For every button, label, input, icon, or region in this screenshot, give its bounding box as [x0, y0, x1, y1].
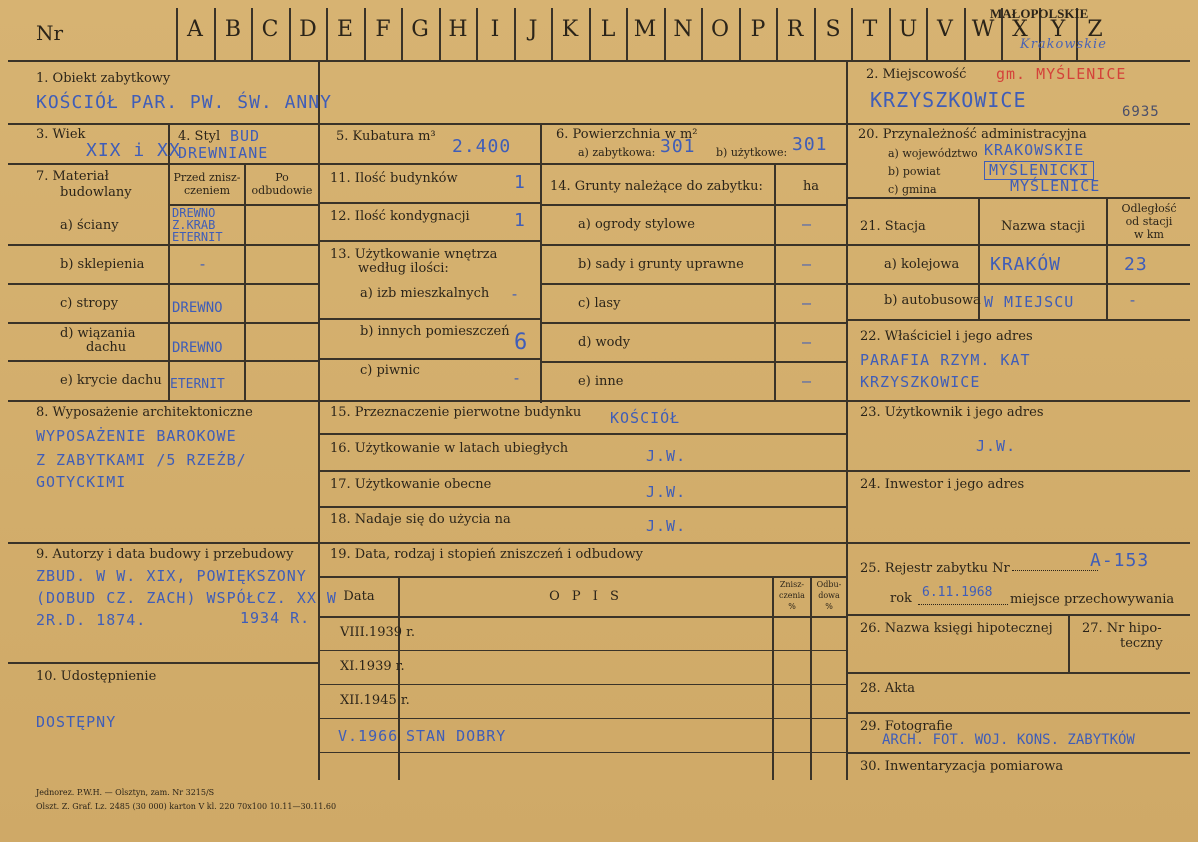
row-divider-1	[8, 123, 1190, 125]
grounds-row-label: a) ogrody stylowe	[578, 217, 695, 232]
row-divider-25	[846, 614, 1190, 616]
damage-label: 19. Data, rodzaj i stopień zniszczeń i odbudowy	[330, 547, 644, 562]
railway-name: KRAKÓW	[990, 254, 1062, 275]
row-divider-11	[318, 202, 540, 204]
materials-row-divider-2	[8, 283, 318, 285]
registry-label: 25. Rejestr zabytku Nr	[860, 561, 1010, 576]
investor-label: 24. Inwestor i jego adres	[860, 477, 1025, 492]
locality-value: KRZYSZKOWICE	[870, 88, 1027, 112]
area-usable-label: b) użytkowe:	[716, 146, 788, 159]
vaults-label: b) sklepienia	[60, 257, 145, 272]
index-letter: N	[673, 17, 693, 42]
grounds-row-value: —	[802, 255, 813, 273]
index-letter: O	[710, 17, 730, 42]
object-value: KOŚCIÓŁ PAR. PW. ŚW. ANNY	[36, 92, 332, 113]
measurement-label: 30. Inwentaryzacja pomiarowa	[860, 759, 1064, 774]
damage-pct-header-3: %	[788, 602, 796, 611]
row-divider-21	[846, 319, 1190, 321]
walls-label: a) ściany	[60, 218, 119, 233]
rebuild-pct-header-1: Odbu-	[816, 580, 842, 589]
grounds-row-value: —	[802, 215, 813, 233]
index-letter: U	[898, 17, 918, 42]
ceilings-value: DREWNO	[172, 300, 223, 316]
index-letter: J	[528, 17, 538, 42]
after-col-header-2: odbudowie	[251, 184, 313, 197]
bus-distance: -	[1128, 291, 1139, 309]
after-col-header-1: Po	[275, 171, 289, 184]
row-divider-16	[318, 470, 846, 472]
grounds-row-value: —	[802, 294, 813, 312]
style-value-2: DREWNIANE	[178, 144, 269, 162]
damage-row-divider	[318, 650, 846, 651]
walls-value-3: ETERNIT	[172, 230, 223, 244]
current-use-value: J.W.	[646, 483, 687, 501]
grounds-row-value: —	[802, 333, 813, 351]
living-rooms-label: a) izb mieszkalnych	[360, 286, 490, 301]
user-label: 23. Użytkownik i jego adres	[860, 405, 1044, 420]
roofing-label: e) krycie dachu	[60, 373, 162, 388]
grounds-row-label: d) wody	[578, 335, 631, 350]
grounds-row-label: c) lasy	[578, 296, 621, 311]
damage-row-date: V.1966	[338, 727, 399, 745]
grounds-row-divider	[540, 361, 846, 363]
other-rooms-label: b) innych pomieszczeń	[360, 324, 510, 339]
index-letter: S	[825, 17, 841, 42]
damage-pct-header-1: Znisz-	[779, 580, 805, 589]
materials-col-divider-1	[168, 163, 170, 400]
grounds-row-divider	[540, 283, 846, 285]
index-letter: I	[490, 17, 500, 42]
registry-number: A-153	[1090, 550, 1150, 571]
printer-line-2: Olszt. Z. Graf. Lz. 2485 (30 000) karton V kl. 220 70x100 10.11—30.11.60	[36, 802, 337, 811]
past-use-label: 16. Użytkowanie w latach ubiegłych	[330, 441, 569, 456]
row-divider-9	[8, 662, 318, 664]
damage-row-date: XI.1939 r.	[340, 659, 405, 674]
index-letter: R	[786, 17, 804, 42]
row-divider-24	[846, 542, 1190, 544]
grounds-row-value: —	[802, 372, 813, 390]
area-label: 6. Powierzchnia w m²	[556, 127, 698, 142]
roofing-value: ETERNIT	[170, 377, 225, 392]
style-value-1: BUD	[230, 127, 261, 145]
stamp-signature: Krakowskie	[1020, 37, 1107, 52]
station-name-header: Nazwa stacji	[1000, 219, 1086, 234]
index-letter: T	[862, 17, 878, 42]
index-letter: X	[1012, 17, 1028, 42]
volume-label: 5. Kubatura m³	[336, 129, 436, 144]
original-purpose-label: 15. Przeznaczenie pierwotne budynku	[330, 405, 582, 420]
locality-label: 2. Miejscowość	[866, 67, 967, 82]
owner-line-2: KRZYSZKOWICE	[860, 373, 981, 391]
row-divider-2	[8, 163, 846, 165]
cellars-value: -	[512, 369, 523, 387]
row-divider-15	[318, 433, 846, 435]
station-header-divider	[846, 244, 1190, 246]
walls-value-1: DREWNO	[172, 206, 216, 220]
object-label: 1. Obiekt zabytkowy	[36, 71, 171, 86]
buildings-count-label: 11. Ilość budynków	[330, 171, 458, 186]
row-divider-13c	[318, 358, 540, 360]
damage-row-description: STAN DOBRY	[406, 727, 507, 745]
registry-year-line	[918, 604, 1008, 605]
walls-value-2: Z.KRAB	[172, 218, 216, 232]
registry-year-label: rok	[890, 591, 912, 606]
materials-row-divider-1	[8, 244, 318, 246]
nr-label: Nr	[36, 21, 64, 45]
materials-label-2: budowlany	[60, 185, 132, 200]
equipment-label: 8. Wyposażenie architektoniczne	[36, 405, 253, 420]
row-divider-20	[846, 197, 1190, 199]
grounds-row-label: b) sady i grunty uprawne	[578, 257, 744, 272]
materials-col-divider-2	[244, 163, 246, 400]
row-divider-12	[318, 240, 540, 242]
index-letter: Y	[1050, 17, 1066, 42]
commune-note: gm. MYŚLENICE	[996, 65, 1127, 83]
grounds-row-label: e) inne	[578, 374, 624, 389]
grounds-ha-divider	[774, 163, 776, 400]
commune-value: MYŚLENICE	[1010, 177, 1101, 195]
interior-use-label-2: według ilości:	[358, 261, 449, 276]
row-divider-26	[846, 672, 1190, 674]
grounds-row-divider	[540, 322, 846, 324]
index-letter: E	[336, 17, 354, 42]
materials-label-1: 7. Materiał	[36, 169, 109, 184]
files-label: 28. Akta	[860, 681, 916, 696]
index-letter: W	[971, 17, 995, 42]
damage-col-divider-1	[398, 576, 400, 780]
grounds-row-divider	[540, 244, 846, 246]
other-rooms-value: 6	[514, 330, 529, 355]
header-divider	[8, 60, 1190, 62]
damage-opis-header: O P I S	[549, 589, 623, 604]
index-letter: V	[937, 17, 953, 42]
printer-line-1: Jednorez. P.W.H. — Olsztyn, zam. Nr 3215/S	[36, 788, 215, 797]
photos-label: 29. Fotografie	[860, 719, 953, 734]
rebuild-pct-header-2: dowa	[818, 591, 840, 600]
damage-row-divider	[318, 718, 846, 719]
distance-header-3: w km	[1133, 228, 1164, 241]
index-letter: D	[299, 17, 317, 42]
grounds-unit: ha	[802, 179, 820, 194]
index-letter: C	[261, 17, 279, 42]
railway-label: a) kolejowa	[884, 257, 960, 272]
past-use-value: J.W.	[646, 447, 687, 465]
equipment-line-3: GOTYCKIMI	[36, 473, 127, 491]
roof-truss-label-1: d) wiązania	[60, 326, 136, 341]
voivodeship-value: KRAKOWSKIE	[984, 141, 1085, 159]
index-letter: A	[187, 17, 203, 42]
equipment-line-2: Z ZABYTKAMI /5 RZEŹB/	[36, 451, 247, 469]
row-divider-23	[846, 470, 1190, 472]
station-row-divider	[846, 283, 1190, 285]
index-letter: B	[224, 17, 242, 42]
equipment-line-1: WYPOSAŻENIE BAROKOWE	[36, 427, 237, 445]
storeys-label: 12. Ilość kondygnacji	[330, 209, 470, 224]
row-divider-3	[8, 400, 846, 402]
damage-row-date: VIII.1939 r.	[340, 625, 416, 640]
index-letter: Z	[1087, 17, 1103, 42]
materials-row-divider-4	[8, 360, 318, 362]
original-purpose-value: KOŚCIÓŁ	[610, 409, 681, 427]
interior-use-label-1: 13. Użytkowanie wnętrza	[330, 247, 498, 262]
suitable-use-label: 18. Nadaje się do użycia na	[330, 512, 511, 527]
row-divider-13b	[318, 318, 540, 320]
row-divider-28	[846, 712, 1190, 714]
bus-name: W MIEJSCU	[984, 293, 1075, 311]
mortgage-book-label: 26. Nazwa księgi hipotecznej	[860, 621, 1053, 636]
voivodeship-label: a) województwo	[888, 147, 978, 160]
index-letter: K	[561, 17, 579, 42]
living-rooms-value: -	[510, 285, 521, 303]
damage-row-divider	[318, 752, 846, 753]
mortgage-no-label-2: teczny	[1120, 636, 1163, 651]
station-label: 21. Stacja	[860, 219, 926, 234]
access-label: 10. Udostępnienie	[36, 669, 157, 684]
current-use-label: 17. Użytkowanie obecne	[330, 477, 492, 492]
before-col-header-1: Przed znisz-	[173, 171, 241, 184]
rebuild-pct-header-3: %	[825, 602, 833, 611]
area-heritage-value: 301	[660, 136, 696, 157]
authors-line-2: (DOBUD CZ. ZACH) WSPÓŁCZ. XX W	[36, 589, 337, 607]
cellars-label: c) piwnic	[360, 363, 420, 378]
damage-row-date: XII.1945 r.	[340, 693, 410, 708]
row-divider-22	[846, 400, 1190, 402]
age-label: 3. Wiek	[36, 127, 86, 142]
user-value: J.W.	[976, 437, 1017, 455]
buildings-count-value: 1	[514, 172, 526, 193]
before-col-header-2: czeniem	[183, 184, 230, 197]
distance-header-2: od stacji	[1125, 215, 1173, 228]
region-stamp: MAŁOPOLSKIE	[990, 6, 1089, 21]
authors-line-3b: 1934 R.	[240, 609, 311, 627]
mortgage-no-label-1: 27. Nr hipo-	[1082, 621, 1162, 636]
distance-header-1: Odległość	[1121, 202, 1177, 215]
railway-distance: 23	[1124, 254, 1148, 275]
grounds-header-divider	[540, 204, 846, 206]
roof-truss-label-2: dachu	[86, 340, 127, 355]
index-letter: F	[375, 17, 391, 42]
authors-label: 9. Autorzy i data budowy i przebudowy	[36, 547, 294, 562]
vaults-value: -	[198, 255, 209, 273]
area-heritage-label: a) zabytkowa:	[578, 146, 656, 159]
access-value: DOSTĘPNY	[36, 713, 117, 731]
registry-number-line	[1012, 570, 1098, 571]
materials-row-divider-3	[8, 322, 318, 324]
suitable-use-value: J.W.	[646, 517, 687, 535]
index-letter: H	[448, 17, 468, 42]
storage-place-label: miejsce przechowywania	[1010, 592, 1175, 607]
volume-value: 2.400	[452, 136, 512, 157]
owner-line-1: PARAFIA RZYM. KAT	[860, 351, 1031, 369]
damage-row-divider	[318, 684, 846, 685]
damage-header-divider	[318, 616, 846, 618]
county-value: MYŚLENICKI	[984, 161, 1094, 180]
index-letter: G	[411, 17, 429, 42]
storeys-value: 1	[514, 210, 526, 231]
left-column-divider	[318, 60, 320, 780]
county-label: b) powiat	[888, 165, 941, 178]
roof-truss-value: DREWNO	[172, 340, 223, 356]
ceilings-label: c) stropy	[60, 296, 119, 311]
commune-label: c) gmina	[888, 183, 937, 196]
bus-label: b) autobusowa	[884, 293, 981, 308]
damage-date-header: Data	[343, 589, 375, 604]
index-letter: L	[600, 17, 616, 42]
admin-label: 20. Przynależność administracyjna	[858, 127, 1087, 142]
registry-year-value: 6.11.1968	[922, 585, 993, 600]
area-usable-value: 301	[792, 134, 828, 155]
locality-number: 6935	[1122, 104, 1160, 120]
grounds-label: 14. Grunty należące do zabytku:	[550, 179, 763, 194]
row-divider-17	[318, 506, 846, 508]
row-divider-18	[8, 542, 846, 544]
mortgage-divider	[1068, 614, 1070, 672]
row-divider-29	[846, 752, 1190, 754]
index-letter: M	[633, 17, 657, 42]
index-letter: P	[750, 17, 766, 42]
authors-line-1: ZBUD. W W. XIX, POWIĘKSZONY	[36, 567, 307, 585]
authors-line-3a: 2R.D. 1874.	[36, 611, 147, 629]
damage-pct-header-2: czenia	[779, 591, 805, 600]
photos-value: ARCH. FOT. WOJ. KONS. ZABYTKÓW	[882, 732, 1135, 748]
owner-label: 22. Właściciel i jego adres	[860, 329, 1033, 344]
age-value: XIX i XX	[86, 140, 181, 161]
style-label: 4. Styl	[178, 129, 221, 144]
